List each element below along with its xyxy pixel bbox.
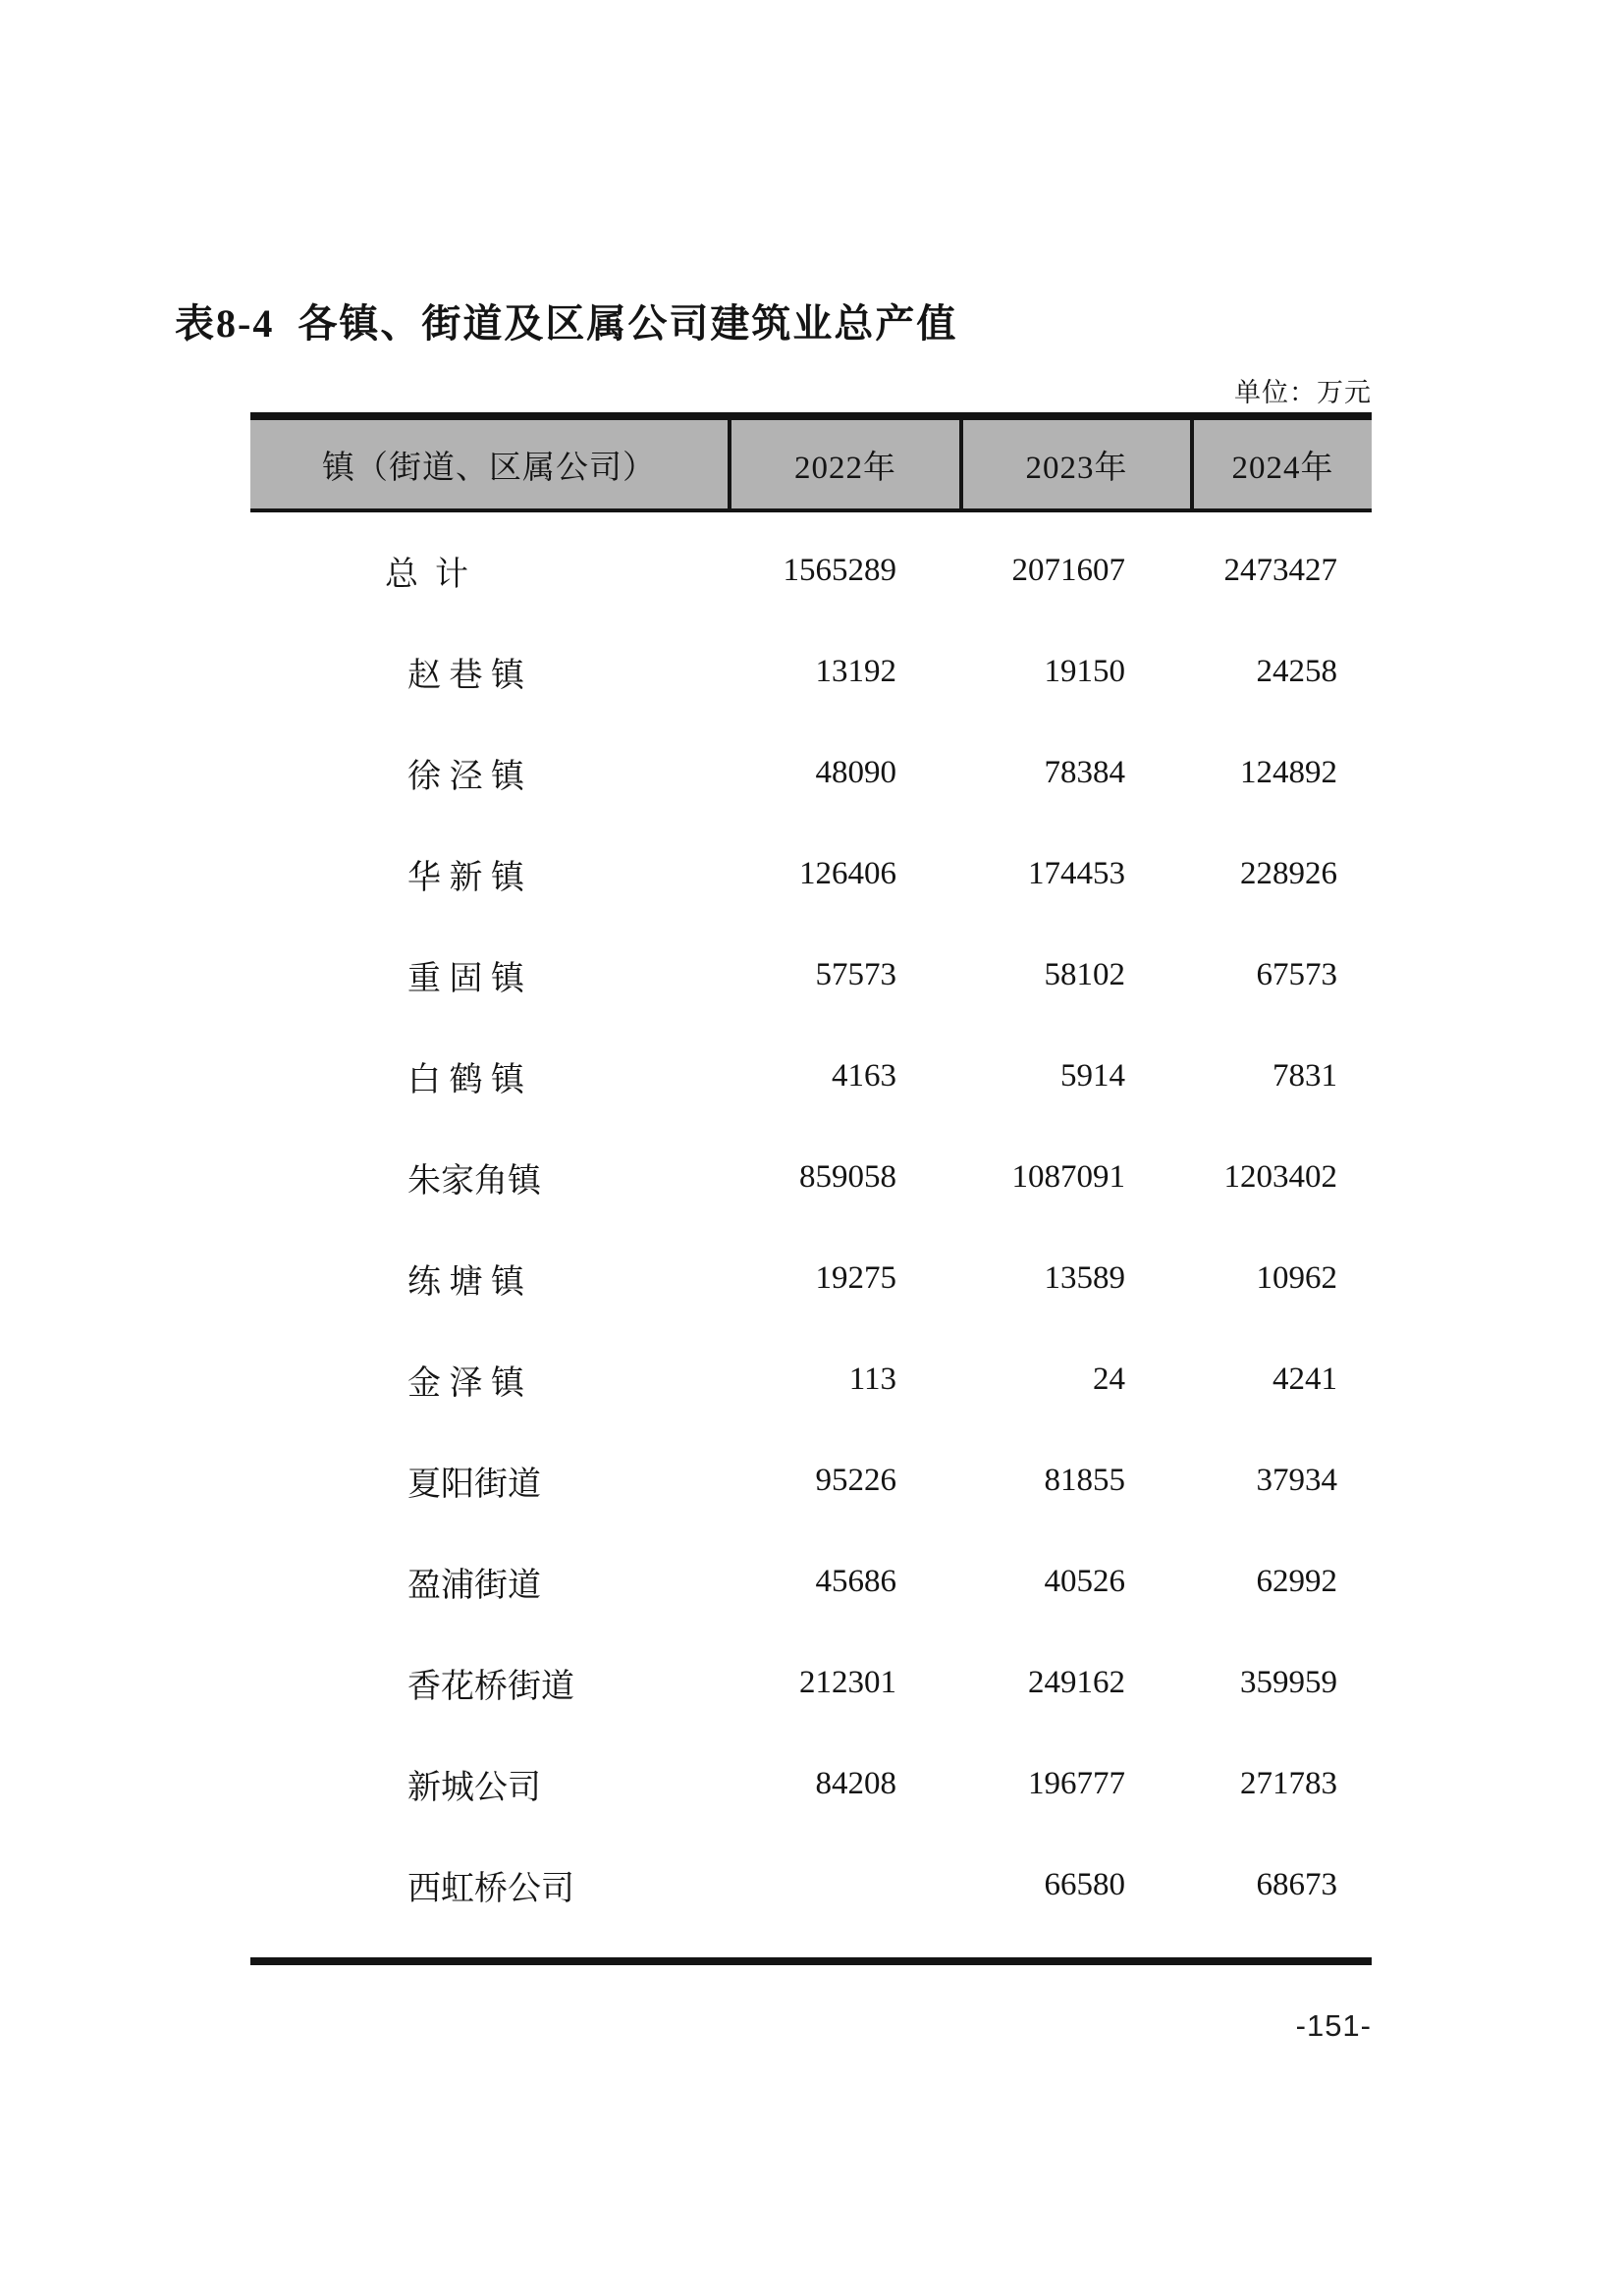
row-label: 白 鹤 镇: [407, 1062, 524, 1098]
value-2024: 359959: [1240, 1665, 1337, 1700]
value-2023: 81855: [1044, 1463, 1125, 1498]
row-label: 总 计: [385, 557, 468, 593]
value-2024: 1203402: [1223, 1159, 1337, 1195]
value-2022: 45686: [815, 1564, 896, 1599]
table-row: [250, 925, 1372, 1026]
value-2022: 212301: [799, 1665, 896, 1700]
row-label: 朱家角镇: [407, 1163, 541, 1200]
value-2023: 13589: [1044, 1260, 1125, 1296]
table-row: [250, 1228, 1372, 1329]
column-header-2022: 2022年: [728, 420, 959, 508]
value-2024: 271783: [1240, 1766, 1337, 1801]
value-2024: 37934: [1256, 1463, 1337, 1498]
value-2024: 62992: [1256, 1564, 1337, 1599]
value-2023: 2071607: [1011, 553, 1125, 588]
value-2023: 196777: [1028, 1766, 1125, 1801]
value-2022: 4163: [832, 1058, 896, 1094]
value-2022: 95226: [815, 1463, 896, 1498]
value-2022: 113: [848, 1362, 896, 1397]
column-header-2024: 2024年: [1190, 420, 1372, 508]
value-2024: 124892: [1240, 755, 1337, 790]
table-row: [250, 1531, 1372, 1632]
table-row-total: [250, 520, 1372, 621]
table-row: [250, 1835, 1372, 1936]
row-label: 金 泽 镇: [407, 1365, 524, 1402]
value-2024: 228926: [1240, 856, 1337, 891]
row-label: 西虹桥公司: [407, 1871, 574, 1907]
table-row: [250, 1026, 1372, 1127]
page-number: -151-: [1295, 2008, 1372, 2043]
value-2022: 126406: [799, 856, 896, 891]
value-2023: 174453: [1028, 856, 1125, 891]
value-2024: 4241: [1272, 1362, 1337, 1397]
value-2023: 78384: [1044, 755, 1125, 790]
table-row: [250, 1127, 1372, 1228]
table-bottom-rule: [250, 1957, 1372, 1965]
row-label: 赵 巷 镇: [407, 658, 524, 694]
row-label: 香花桥街道: [407, 1669, 574, 1705]
value-2023: 1087091: [1011, 1159, 1125, 1195]
value-2024: 68673: [1256, 1867, 1337, 1902]
row-label: 盈浦街道: [407, 1568, 541, 1604]
table-body: [250, 512, 1372, 1957]
value-2023: 58102: [1044, 957, 1125, 992]
value-2024: 67573: [1256, 957, 1337, 992]
value-2023: 5914: [1060, 1058, 1125, 1094]
table-row: [250, 1632, 1372, 1734]
row-label: 夏阳街道: [407, 1467, 541, 1503]
column-header-2023: 2023年: [959, 420, 1190, 508]
value-2022: 1565289: [783, 553, 896, 588]
row-label: 重 固 镇: [407, 961, 524, 997]
row-label: 徐 泾 镇: [407, 759, 524, 795]
row-label: 华 新 镇: [407, 860, 524, 896]
value-2024: 7831: [1272, 1058, 1337, 1094]
unit-label: 单位：万元: [1234, 378, 1372, 407]
value-2022: 13192: [815, 654, 896, 689]
value-2023: 19150: [1044, 654, 1125, 689]
value-2023: 24: [1093, 1362, 1125, 1397]
value-2024: 10962: [1256, 1260, 1337, 1296]
table-header-row: [250, 420, 1372, 512]
value-2022: 859058: [799, 1159, 896, 1195]
value-2024: 2473427: [1223, 553, 1337, 588]
row-label: 练 塘 镇: [407, 1264, 524, 1301]
data-table: [250, 412, 1372, 1965]
table-row: [250, 1329, 1372, 1430]
value-2022: 19275: [815, 1260, 896, 1296]
column-header-region: 镇（街道、区属公司）: [322, 450, 656, 486]
table-row: [250, 621, 1372, 722]
value-2022: 84208: [815, 1766, 896, 1801]
table-top-rule: [250, 412, 1372, 420]
table-row: [250, 824, 1372, 925]
table-title: 表8-4 各镇、街道及区属公司建筑业总产值: [175, 301, 958, 346]
value-2022: 57573: [815, 957, 896, 992]
value-2023: 40526: [1044, 1564, 1125, 1599]
value-2024: 24258: [1256, 654, 1337, 689]
table-row: [250, 1734, 1372, 1835]
value-2022: 48090: [815, 755, 896, 790]
table-row: [250, 722, 1372, 824]
table-row: [250, 1430, 1372, 1531]
value-2023: 66580: [1044, 1867, 1125, 1902]
value-2023: 249162: [1028, 1665, 1125, 1700]
row-label: 新城公司: [407, 1770, 541, 1806]
